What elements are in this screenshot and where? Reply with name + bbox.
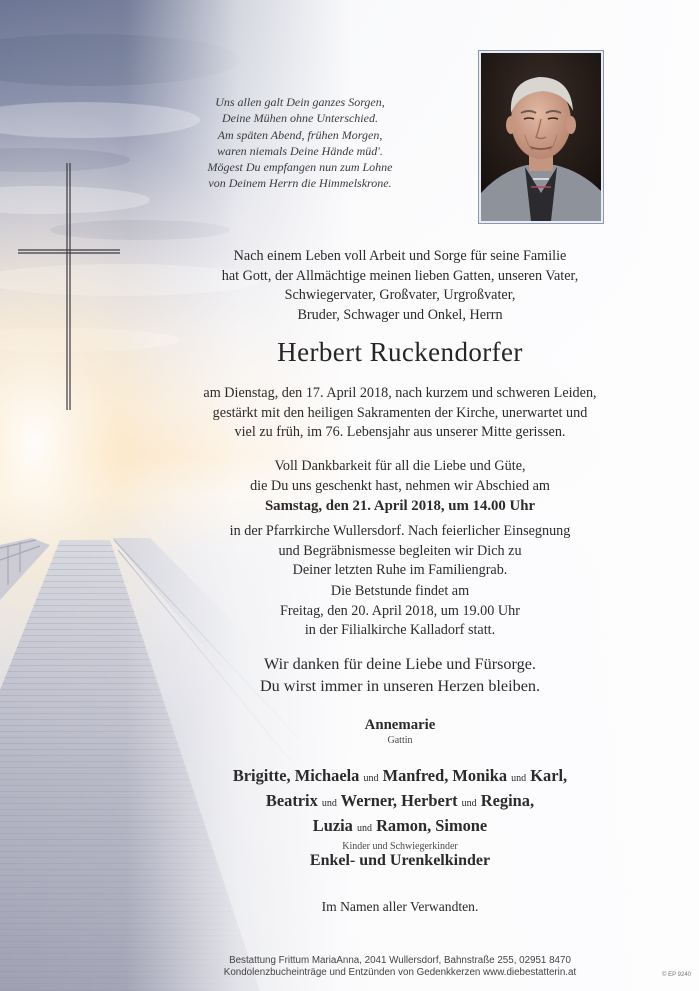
children-names: Manfred, Monika (382, 766, 508, 785)
condolence-info: Kondolenzbucheinträge und Entzünden von Gedenkkerzen www.diebestatterin.at (223, 967, 577, 979)
closing-thanks (180, 653, 620, 697)
spouse-block (180, 716, 620, 748)
intro-text (180, 247, 620, 325)
intro-line: Bruder, Schwager und Onkel, Herrn (297, 306, 503, 323)
and-word: und (356, 823, 372, 834)
poem-line: von Deinem Herrn die Himmelskrone. (208, 176, 392, 191)
funeral-home-address: Bestattung Frittum MariaAnna, 2041 Wullersdorf, Bahnstraße 255, 02951 8470 (229, 955, 571, 966)
death-line: viel zu früh, im 76. Lebensjahr aus unserer Mitte gerissen. (234, 424, 566, 441)
children-names: Beatrix (265, 791, 318, 810)
poem (150, 94, 450, 192)
children-names: Karl, (530, 766, 568, 785)
closing-line: Du wirst immer in unseren Herzen bleiben. (259, 677, 541, 695)
print-code: © EP 9240 (662, 972, 691, 978)
death-line: gestärkt mit den heiligen Sakramenten der Kirche, unerwartet und (212, 404, 588, 421)
poem-line: waren niemals Deine Hände müd'. (217, 143, 383, 158)
grandchildren: Enkel- und Urenkelkinder (309, 852, 491, 869)
funeral-date: Samstag, den 21. April 2018, um 14.00 Uhr (264, 498, 536, 514)
poem-line: Mögest Du empfangen nun zum Lohne (207, 160, 393, 175)
intro-line: Schwiegervater, Großvater, Urgroßvater, (284, 287, 516, 304)
funeral-line: und Begräbnismesse begleiten wir Dich zu (278, 542, 522, 559)
farewell-line: Voll Dankbarkeit für all die Liebe und Güte, (274, 458, 526, 474)
children-role: Kinder und Schwiegerkinder (342, 841, 458, 852)
poem-line: Am späten Abend, frühen Morgen, (217, 127, 383, 142)
children-names: Werner, Herbert (340, 791, 458, 810)
children-line (180, 790, 620, 815)
poem-line: Deine Mühen ohne Unterschied. (222, 111, 378, 126)
and-word: und (461, 798, 477, 809)
prayer-line: Die Betstunde findet am (330, 583, 470, 599)
children-names: Regina, (480, 791, 535, 810)
poem-line: Uns allen galt Dein ganzes Sorgen, (215, 95, 385, 109)
children-names: Luzia (312, 816, 353, 835)
funeral-text (180, 522, 620, 581)
intro-line: hat Gott, der Allmächtige meinen lieben Gatten, unseren Vater, (221, 267, 579, 284)
funeral-line: in der Pfarrkirche Wullersdorf. Nach feierlicher Einsegnung (229, 523, 571, 539)
spouse-role: Gattin (387, 735, 413, 746)
intro-line: Nach einem Leben voll Arbeit und Sorge für seine Familie (233, 248, 567, 264)
death-text (180, 384, 620, 443)
funeral-line: Deiner letzten Ruhe im Familiengrab. (292, 562, 508, 579)
and-word: und (363, 773, 379, 784)
spouse-name: Annemarie (364, 717, 436, 733)
farewell-line: die Du uns geschenkt hast, nehmen wir Abschied am (250, 477, 550, 494)
children-block (180, 765, 620, 854)
prayer-line: Freitag, den 20. April 2018, um 19.00 Uhr (280, 602, 520, 619)
closing-line: Wir danken für deine Liebe und Fürsorge. (264, 655, 536, 673)
children-names: Ramon, Simone (376, 816, 488, 835)
and-word: und (511, 773, 527, 784)
farewell-intro (180, 457, 620, 496)
prayer-line: in der Filialkirche Kalladorf statt. (304, 622, 496, 639)
relatives-note: Im Namen aller Verwandten. (321, 899, 479, 914)
and-word: und (321, 798, 337, 809)
portrait-photo (478, 50, 604, 224)
death-line: am Dienstag, den 17. April 2018, nach kurzem und schweren Leiden, (203, 385, 597, 401)
children-line (180, 765, 620, 790)
children-names: Brigitte, Michaela (232, 766, 360, 785)
deceased-name: Herbert Ruckendorfer (277, 337, 523, 367)
children-line (180, 815, 620, 840)
prayer-text (180, 582, 620, 641)
footer (180, 955, 620, 980)
